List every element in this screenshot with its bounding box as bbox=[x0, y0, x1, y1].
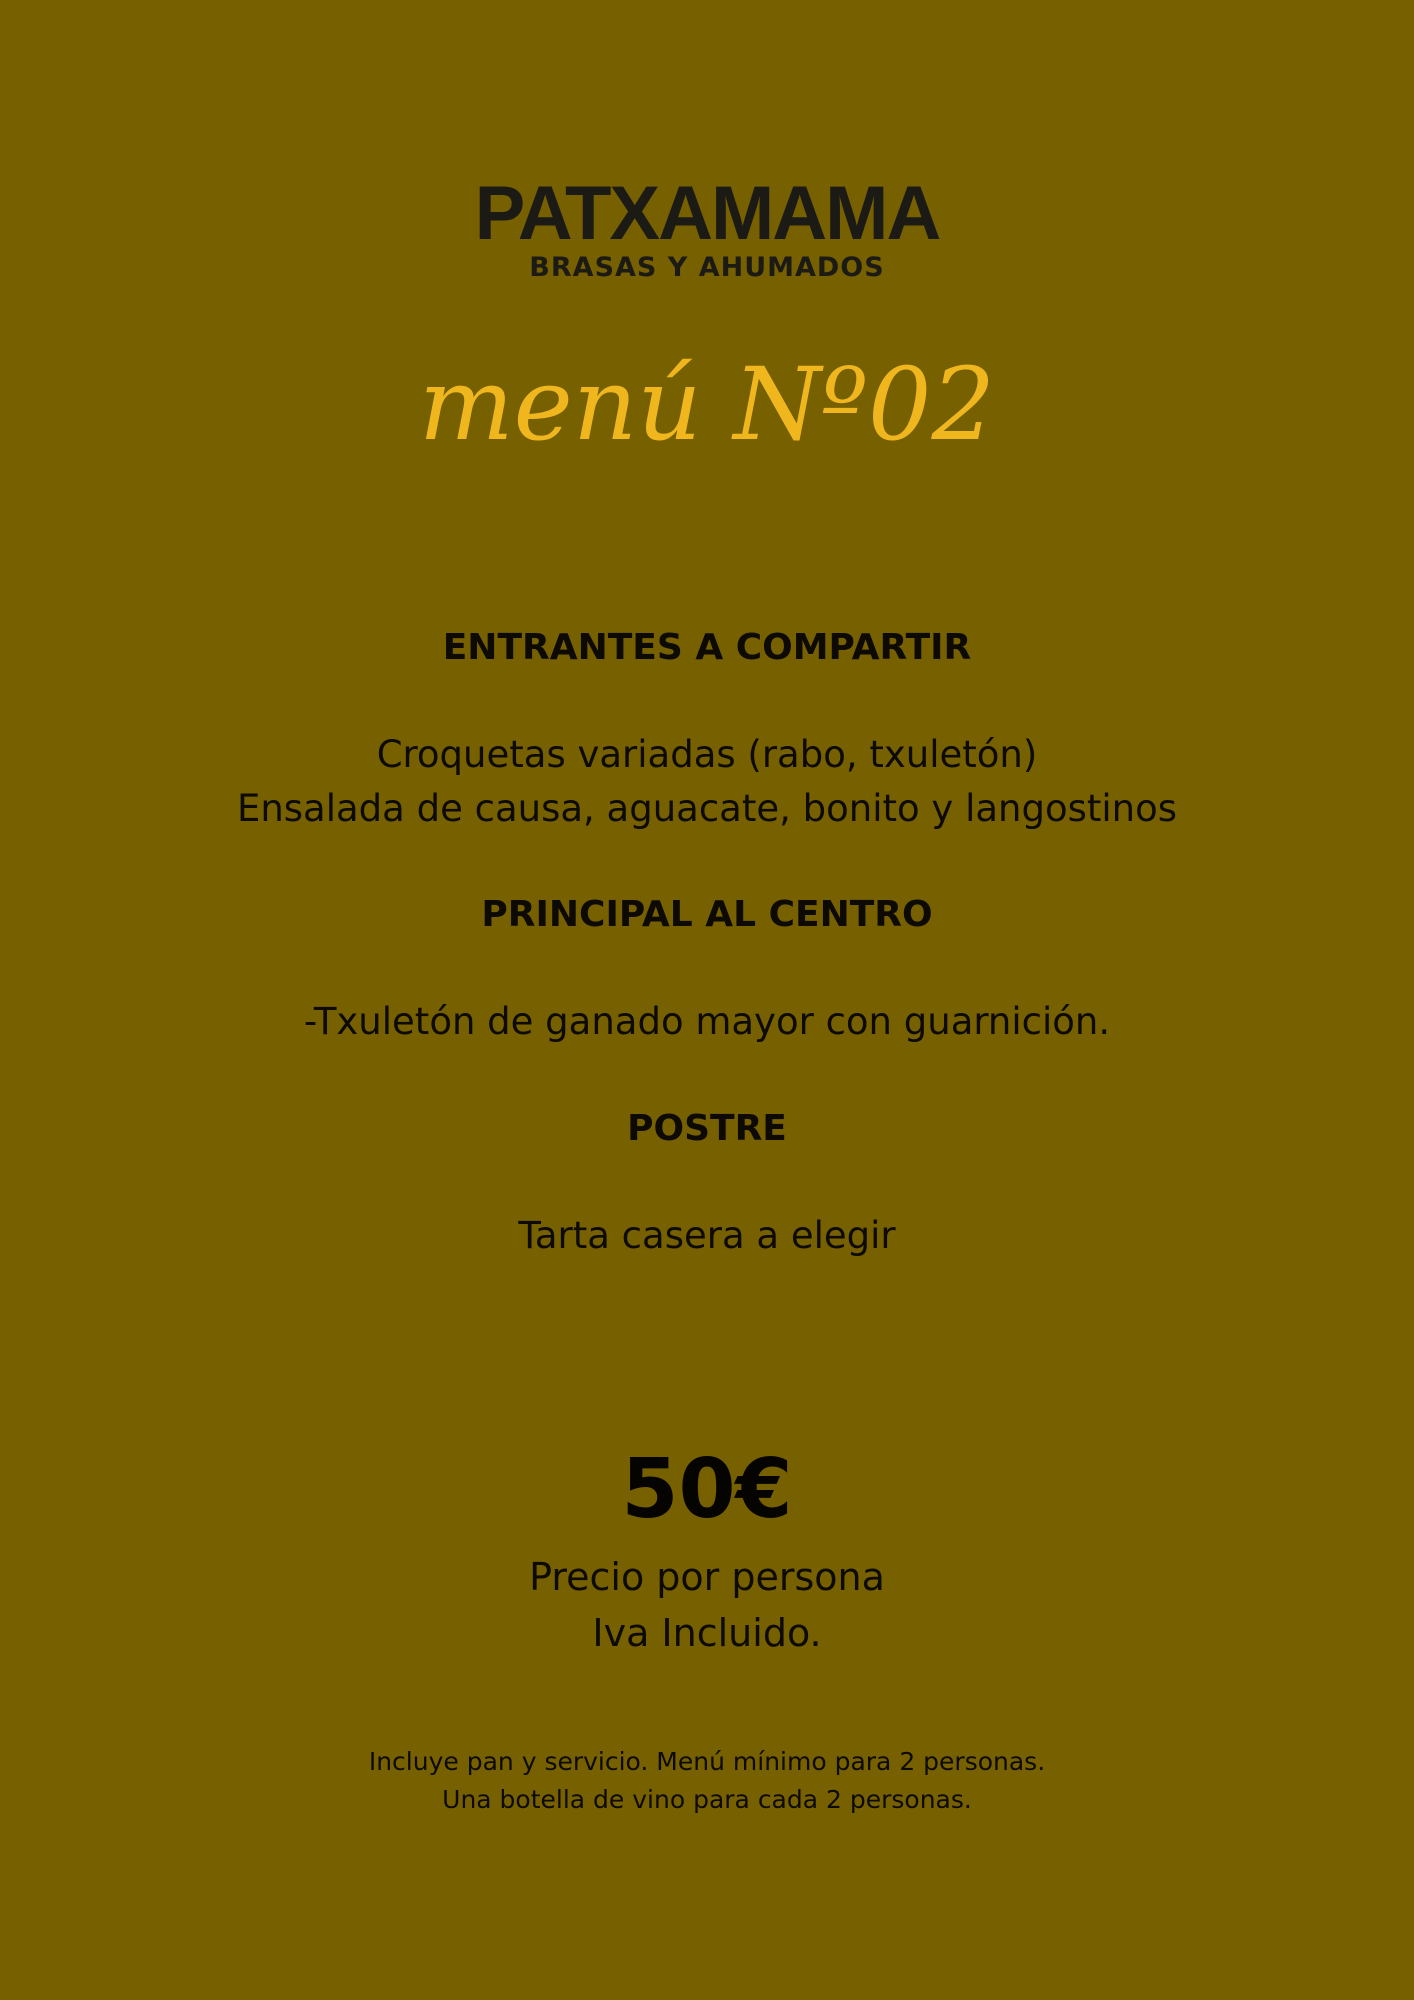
section-heading-starters: ENTRANTES A COMPARTIR bbox=[442, 627, 972, 668]
price-note: Precio por persona bbox=[529, 1555, 885, 1599]
menu-item: Tarta casera a elegir bbox=[518, 1214, 896, 1257]
section-heading-dessert: POSTRE bbox=[627, 1108, 787, 1149]
brand-logo-name: PATXAMAMA bbox=[474, 171, 940, 256]
section-heading-main: PRINCIPAL AL CENTRO bbox=[481, 894, 933, 935]
tax-note: Iva Incluido. bbox=[592, 1611, 822, 1655]
menu-item: Ensalada de causa, aguacate, bonito y langostinos bbox=[236, 787, 1178, 830]
menu-title: menú Nº02 bbox=[418, 346, 996, 463]
footer-note: Incluye pan y servicio. Menú mínimo para 2 personas. bbox=[368, 1747, 1046, 1776]
menu-item: Croquetas variadas (rabo, txuletón) bbox=[376, 733, 1038, 776]
price: 50€ bbox=[621, 1442, 793, 1537]
brand-logo-tagline: BRASAS Y AHUMADOS bbox=[529, 252, 885, 283]
menu-item: -Txuletón de ganado mayor con guarnición. bbox=[303, 1000, 1111, 1043]
footer-note: Una botella de vino para cada 2 personas. bbox=[442, 1785, 972, 1814]
